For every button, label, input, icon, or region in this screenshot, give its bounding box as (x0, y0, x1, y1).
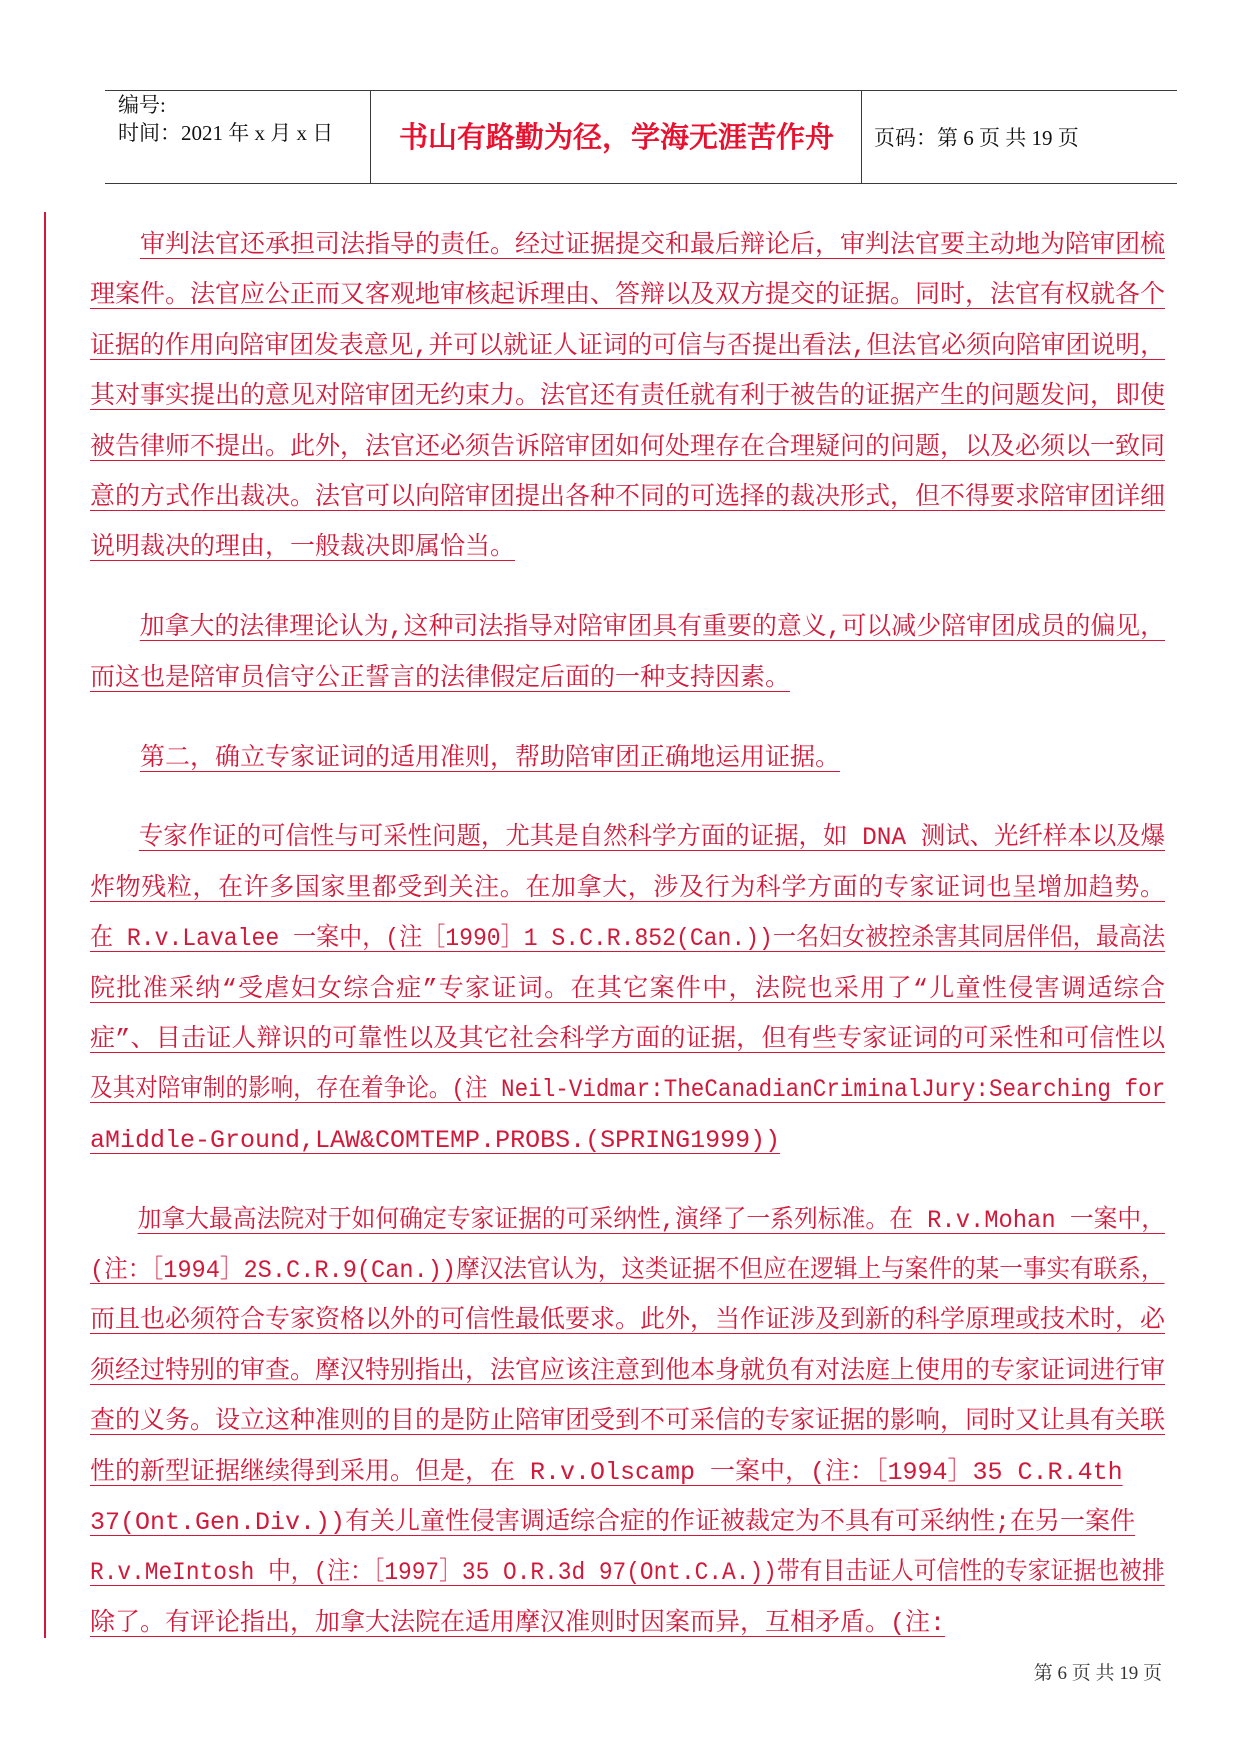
paragraph-line: 炸物残粒，在许多国家里都受到关注。在加拿大，涉及行为科学方面的专家证词也呈增加趋势。 (90, 873, 1165, 903)
paragraph-expert-testimony (90, 813, 1165, 1166)
header-motto: 书山有路勤为径，学海无涯苦作舟 (398, 122, 834, 154)
paragraph-line: 而且也必须符合专家资格以外的可信性最低要求。此外，当作证涉及到新的科学原理或技术时，必 (90, 1306, 1166, 1336)
paragraph-line: 说明裁决的理由，一般裁决即属恰当。 (90, 533, 516, 563)
paragraph-judicial-guidance (90, 221, 1165, 574)
paragraph-line: 加拿大最高法院对于如何确定专家证据的可采纳性,演绎了一系列标准。在 R.v.Mohan 一案中， (137, 1205, 1166, 1235)
paragraph-line: 被告律师不提出。此外，法官还必须告诉陪审团如何处理存在合理疑问的问题，以及必须以一致同 (90, 432, 1166, 462)
paragraph-line: 其对事实提出的意见对陪审团无约束力。法官还有责任就有利于被告的证据产生的问题发问，即使 (90, 382, 1166, 412)
paragraph-line: 第二，确立专家证词的适用准则，帮助陪审团正确地运用证据。 (140, 743, 841, 773)
header-top-rule (105, 90, 1177, 91)
paragraph-line: R.v.MeIntosh 中，(注：［1997］35 O.R.3d 97(Ont.C.A.))带有目击证人可信性的专家证据也被排 (90, 1558, 1165, 1588)
header-page-info: 页码：第 6 页 共 19 页 (874, 126, 1079, 150)
header-bottom-rule (105, 183, 1177, 184)
paragraph-legal-theory (90, 603, 1165, 704)
paragraph-line: 院批准采纳“受虐妇女综合症”专家证词。在其它案件中，法院也采用了“儿童性侵害调适综合 (90, 974, 1165, 1004)
paragraph-line: 性的新型证据继续得到采用。但是，在 R.v.Olscamp 一案中，(注：［1994］35 C.R.4th (90, 1457, 1123, 1487)
revision-margin-bar (44, 212, 46, 1638)
paragraph-line: 除了。有评论指出，加拿大法院在适用摩汉准则时因案而异，互相矛盾。(注: (90, 1608, 946, 1638)
date-label: 时间：2021 年 x 月 x 日 (118, 121, 334, 145)
paragraph-line: 症”、目击证人辩识的可靠性以及其它社会科学方面的证据，但有些专家证词的可采性和可信性以 (90, 1024, 1165, 1054)
paragraph-line: 在 R.v.Lavalee 一案中，(注［1990］1 S.C.R.852(Can.))一名妇女被控杀害其同居伴侣，最高法 (90, 924, 1166, 954)
serial-number-label: 编号: (118, 93, 166, 117)
paragraph-supreme-court-standards (90, 1196, 1165, 1650)
paragraph-line: 加拿大的法律理论认为,这种司法指导对陪审团具有重要的意义,可以减少陪审团成员的偏见， (139, 613, 1166, 643)
header-divider-left (370, 90, 371, 183)
document-body (90, 221, 1165, 1679)
footer-page-number: 第 6 页 共 19 页 (1033, 1663, 1162, 1684)
header-divider-right (861, 90, 862, 183)
paragraph-line: 专家作证的可信性与可采性问题，尤其是自然科学方面的证据，如 DNA 测试、光纤样本以及爆 (138, 823, 1166, 853)
paragraph-line: 意的方式作出裁决。法官可以向陪审团提出各种不同的可选择的裁决形式，但不得要求陪审团详细 (90, 482, 1166, 512)
paragraph-line: 证据的作用向陪审团发表意见,并可以就证人证词的可信与否提出看法,但法官必须向陪审团说明， (90, 331, 1166, 361)
paragraph-line: 及其对陪审制的影响，存在着争论。(注 Neil-Vidmar:TheCanadianCriminalJury:Searching for (90, 1075, 1166, 1105)
paragraph-section-heading (90, 734, 1165, 784)
paragraph-line: (注：［1994］2S.C.R.9(Can.))摩汉法官认为，这类证据不但应在逻辑上与案件的某一事实有联系， (90, 1256, 1165, 1286)
paragraph-line: 审判法官还承担司法指导的责任。经过证据提交和最后辩论后，审判法官要主动地为陪审团梳 (140, 231, 1166, 260)
paragraph-line: aMiddle-Ground,LAW&COMTEMP.PROBS.(SPRING1999)) (90, 1125, 781, 1155)
paragraph-line: 理案件。法官应公正而又客观地审核起诉理由、答辩以及双方提交的证据。同时，法官有权就各个 (90, 281, 1166, 311)
paragraph-line: 而这也是陪审员信守公正誓言的法律假定后面的一种支持因素。 (90, 663, 791, 693)
paragraph-line: 须经过特别的审查。摩汉特别指出，法官应该注意到他本身就负有对法庭上使用的专家证词进行审 (90, 1356, 1166, 1386)
paragraph-line: 37(Ont.Gen.Div.))有关儿童性侵害调适综合症的作证被裁定为不具有可采纳性;在另一案件 (90, 1507, 1136, 1537)
paragraph-line: 查的义务。设立这种准则的目的是防止陪审团受到不可采信的专家证据的影响，同时又让具有关联 (90, 1407, 1166, 1437)
